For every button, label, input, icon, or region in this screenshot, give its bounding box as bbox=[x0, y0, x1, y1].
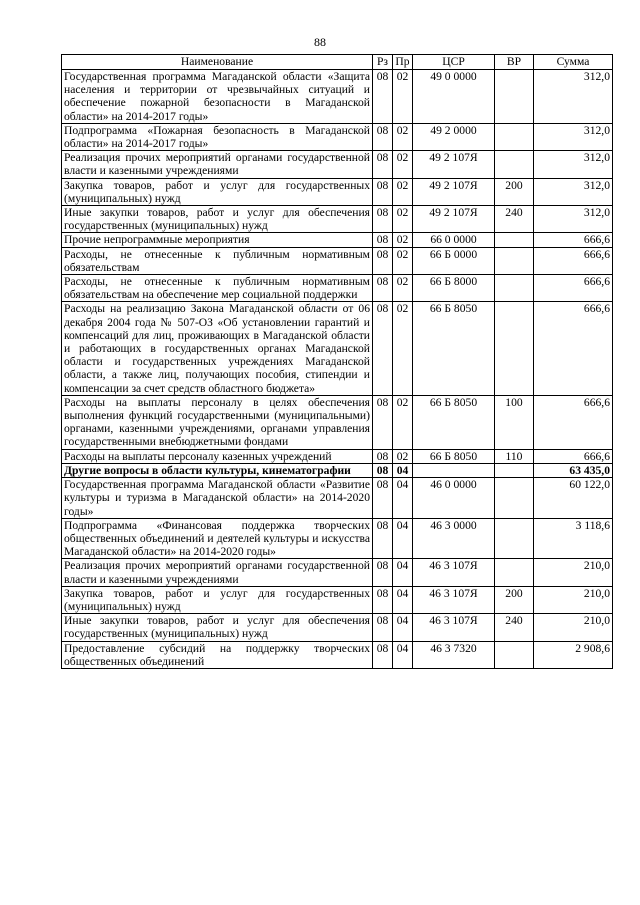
cell-rz: 08 bbox=[373, 206, 393, 233]
table-row bbox=[62, 395, 613, 449]
cell-name: Реализация прочих мероприятий органами государственной власти и казенными учреждениями bbox=[62, 151, 373, 178]
cell-vr bbox=[495, 233, 534, 247]
page-number: 88 bbox=[314, 35, 326, 49]
cell-name: Подпрограмма «Пожарная безопасность в Магаданской области» на 2014-2017 годы» bbox=[62, 123, 373, 150]
cell-pr: 04 bbox=[393, 614, 413, 641]
cell-pr: 02 bbox=[393, 247, 413, 274]
cell-csr: 46 3 107Я bbox=[413, 614, 495, 641]
cell-rz: 08 bbox=[373, 449, 393, 463]
cell-sum: 3 118,6 bbox=[534, 518, 613, 559]
cell-vr bbox=[495, 302, 534, 395]
cell-sum: 666,6 bbox=[534, 395, 613, 449]
cell-name: Закупка товаров, работ и услуг для государственных (муниципальных) нужд bbox=[62, 586, 373, 613]
cell-sum: 312,0 bbox=[534, 206, 613, 233]
cell-name: Предоставление субсидий на поддержку творческих общественных объединений bbox=[62, 641, 373, 668]
cell-csr: 46 0 0000 bbox=[413, 478, 495, 519]
cell-rz: 08 bbox=[373, 641, 393, 668]
cell-sum: 666,6 bbox=[534, 233, 613, 247]
cell-name: Расходы на реализацию Закона Магаданской области от 06 декабря 2004 года № 507-ОЗ «Об установлении гарантий и компенсаций для лиц, проживающих в Магаданской области и работающих в государственных органах Магаданской области и государственных учреждениях Магаданской области, а также лиц, получающих пособия, стипендии и компенсации за счет средств областного бюджета» bbox=[62, 302, 373, 395]
col-header-name: Наименование bbox=[62, 55, 373, 70]
cell-sum: 666,6 bbox=[534, 302, 613, 395]
cell-name: Иные закупки товаров, работ и услуг для обеспечения государственных (муниципальных) нужд bbox=[62, 206, 373, 233]
cell-rz: 08 bbox=[373, 178, 393, 205]
cell-name: Расходы, не отнесенные к публичным нормативным обязательствам bbox=[62, 247, 373, 274]
cell-pr: 02 bbox=[393, 233, 413, 247]
cell-sum: 2 908,6 bbox=[534, 641, 613, 668]
cell-sum: 312,0 bbox=[534, 123, 613, 150]
cell-vr: 100 bbox=[495, 395, 534, 449]
cell-rz: 08 bbox=[373, 233, 393, 247]
cell-pr: 02 bbox=[393, 151, 413, 178]
cell-sum: 60 122,0 bbox=[534, 478, 613, 519]
cell-pr: 04 bbox=[393, 518, 413, 559]
cell-pr: 02 bbox=[393, 123, 413, 150]
cell-csr: 66 Б 8050 bbox=[413, 449, 495, 463]
cell-vr bbox=[495, 70, 534, 124]
cell-vr: 110 bbox=[495, 449, 534, 463]
cell-name: Реализация прочих мероприятий органами государственной власти и казенными учреждениями bbox=[62, 559, 373, 586]
cell-csr: 66 0 0000 bbox=[413, 233, 495, 247]
cell-vr bbox=[495, 123, 534, 150]
cell-name: Иные закупки товаров, работ и услуг для обеспечения государственных (муниципальных) нужд bbox=[62, 614, 373, 641]
cell-csr: 49 2 0000 bbox=[413, 123, 495, 150]
cell-vr: 200 bbox=[495, 178, 534, 205]
cell-pr: 04 bbox=[393, 559, 413, 586]
cell-rz: 08 bbox=[373, 478, 393, 519]
table-row bbox=[62, 586, 613, 613]
table-row bbox=[62, 559, 613, 586]
cell-vr bbox=[495, 478, 534, 519]
cell-vr bbox=[495, 463, 534, 477]
cell-csr: 46 3 0000 bbox=[413, 518, 495, 559]
cell-sum: 210,0 bbox=[534, 559, 613, 586]
table-body bbox=[62, 70, 613, 669]
cell-pr: 02 bbox=[393, 178, 413, 205]
table-row bbox=[62, 70, 613, 124]
cell-sum: 210,0 bbox=[534, 614, 613, 641]
cell-rz: 08 bbox=[373, 123, 393, 150]
cell-rz: 08 bbox=[373, 614, 393, 641]
cell-csr bbox=[413, 463, 495, 477]
table-row bbox=[62, 233, 613, 247]
cell-pr: 04 bbox=[393, 586, 413, 613]
cell-sum: 312,0 bbox=[534, 151, 613, 178]
cell-sum: 666,6 bbox=[534, 449, 613, 463]
table-row bbox=[62, 641, 613, 668]
cell-pr: 02 bbox=[393, 206, 413, 233]
cell-vr bbox=[495, 151, 534, 178]
cell-vr: 240 bbox=[495, 206, 534, 233]
col-header-pr: Пр bbox=[393, 55, 413, 70]
col-header-vr: ВР bbox=[495, 55, 534, 70]
cell-sum: 666,6 bbox=[534, 247, 613, 274]
cell-rz: 08 bbox=[373, 247, 393, 274]
cell-sum: 312,0 bbox=[534, 70, 613, 124]
cell-vr: 200 bbox=[495, 586, 534, 613]
cell-name: Расходы, не отнесенные к публичным нормативным обязательствам на обеспечение мер социальной поддержки bbox=[62, 275, 373, 302]
cell-sum: 666,6 bbox=[534, 275, 613, 302]
cell-rz: 08 bbox=[373, 518, 393, 559]
cell-rz: 08 bbox=[373, 559, 393, 586]
cell-sum: 63 435,0 bbox=[534, 463, 613, 477]
cell-name: Другие вопросы в области культуры, кинематографии bbox=[62, 463, 373, 477]
cell-name: Прочие непрограммные мероприятия bbox=[62, 233, 373, 247]
table-row bbox=[62, 463, 613, 477]
cell-rz: 08 bbox=[373, 151, 393, 178]
cell-rz: 08 bbox=[373, 395, 393, 449]
cell-sum: 312,0 bbox=[534, 178, 613, 205]
cell-csr: 46 3 7320 bbox=[413, 641, 495, 668]
cell-rz: 08 bbox=[373, 302, 393, 395]
table-row bbox=[62, 518, 613, 559]
cell-vr bbox=[495, 641, 534, 668]
table-row bbox=[62, 178, 613, 205]
cell-csr: 46 3 107Я bbox=[413, 559, 495, 586]
cell-csr: 66 Б 0000 bbox=[413, 247, 495, 274]
cell-name: Подпрограмма «Финансовая поддержка творческих общественных объединений и деятелей культуры и искусства Магаданской области» на 2014-2020 годы» bbox=[62, 518, 373, 559]
cell-name: Расходы на выплаты персоналу в целях обеспечения выполнения функций государственными (муниципальными) органами, казенными учреждениями, органами управления государственными внебюджетными фондами bbox=[62, 395, 373, 449]
cell-vr bbox=[495, 518, 534, 559]
table-row bbox=[62, 206, 613, 233]
cell-csr: 66 Б 8000 bbox=[413, 275, 495, 302]
table-row bbox=[62, 247, 613, 274]
cell-vr: 240 bbox=[495, 614, 534, 641]
col-header-sum: Сумма bbox=[534, 55, 613, 70]
cell-sum: 210,0 bbox=[534, 586, 613, 613]
table-row bbox=[62, 478, 613, 519]
cell-name: Государственная программа Магаданской области «Развитие культуры и туризма в Магаданской области» на 2014-2020 годы» bbox=[62, 478, 373, 519]
table-row bbox=[62, 614, 613, 641]
cell-rz: 08 bbox=[373, 70, 393, 124]
col-header-rz: Рз bbox=[373, 55, 393, 70]
cell-pr: 02 bbox=[393, 275, 413, 302]
cell-name: Закупка товаров, работ и услуг для государственных (муниципальных) нужд bbox=[62, 178, 373, 205]
table-row bbox=[62, 123, 613, 150]
cell-pr: 02 bbox=[393, 395, 413, 449]
table-row bbox=[62, 302, 613, 395]
cell-pr: 04 bbox=[393, 641, 413, 668]
cell-rz: 08 bbox=[373, 463, 393, 477]
cell-csr: 49 2 107Я bbox=[413, 206, 495, 233]
cell-rz: 08 bbox=[373, 586, 393, 613]
cell-csr: 49 0 0000 bbox=[413, 70, 495, 124]
budget-table bbox=[61, 54, 613, 669]
cell-csr: 49 2 107Я bbox=[413, 151, 495, 178]
cell-pr: 04 bbox=[393, 478, 413, 519]
cell-vr bbox=[495, 275, 534, 302]
table-header-row bbox=[62, 55, 613, 70]
cell-name: Расходы на выплаты персоналу казенных учреждений bbox=[62, 449, 373, 463]
col-header-csr: ЦСР bbox=[413, 55, 495, 70]
cell-name: Государственная программа Магаданской области «Защита населения и территории от чрезвычайных ситуаций и обеспечение пожарной безопасности в Магаданской области» на 2014-2017 годы» bbox=[62, 70, 373, 124]
table-row bbox=[62, 275, 613, 302]
cell-csr: 49 2 107Я bbox=[413, 178, 495, 205]
cell-csr: 66 Б 8050 bbox=[413, 302, 495, 395]
cell-pr: 02 bbox=[393, 70, 413, 124]
cell-csr: 66 Б 8050 bbox=[413, 395, 495, 449]
cell-rz: 08 bbox=[373, 275, 393, 302]
cell-csr: 46 3 107Я bbox=[413, 586, 495, 613]
cell-vr bbox=[495, 247, 534, 274]
cell-pr: 02 bbox=[393, 449, 413, 463]
cell-pr: 04 bbox=[393, 463, 413, 477]
table-row bbox=[62, 151, 613, 178]
cell-pr: 02 bbox=[393, 302, 413, 395]
table-row bbox=[62, 449, 613, 463]
cell-vr bbox=[495, 559, 534, 586]
